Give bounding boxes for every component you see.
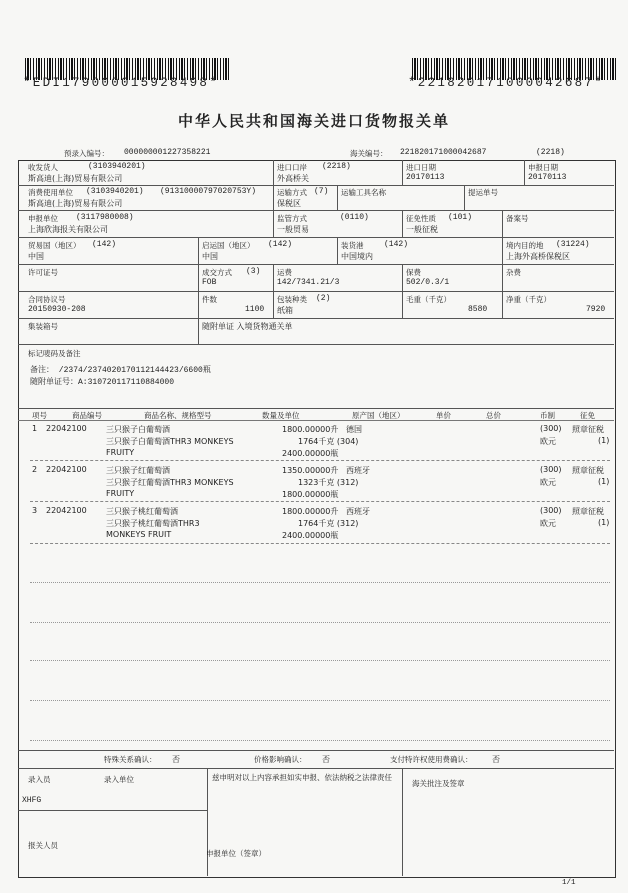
- pack-type-value: 纸箱: [277, 306, 293, 315]
- tax-nature-code: (101): [448, 213, 473, 222]
- trade-country-value: 中国: [28, 252, 44, 261]
- import-date-value: 20170113: [406, 173, 445, 182]
- statement-text: 兹申明对以上内容承担如实申报、依法纳税之法律责任: [212, 773, 392, 782]
- import-port-value: 外高桥关: [277, 174, 309, 183]
- goods-2-name1: 三只猴子红葡萄酒: [106, 466, 170, 475]
- goods-1-origin: 德国: [346, 425, 362, 434]
- goods-3-name3: MONKEYS FRUIT: [106, 530, 172, 539]
- marks-label: 标记唛码及备注: [28, 349, 81, 358]
- goods-2-qty1: 1350.00000升: [282, 466, 339, 475]
- page-title: 中华人民共和国海关进口货物报关单: [177, 112, 450, 130]
- declarer-label: 报关人员: [28, 841, 58, 850]
- pre-entry-label: 预录入编号：: [64, 149, 109, 158]
- insurance-label: 保费: [406, 268, 421, 277]
- goods-header-currency: 币制: [540, 411, 555, 420]
- packages-value: 1100: [245, 305, 265, 314]
- supervision-value: 一般贸易: [277, 225, 309, 234]
- entry-person-value: XHFG: [22, 796, 42, 805]
- pack-type-label: 包装种类: [277, 295, 307, 304]
- trans-mode-value: FOB: [202, 278, 217, 287]
- transport-mode-label: 运输方式: [277, 188, 307, 197]
- page-number: 1/1: [562, 879, 576, 887]
- goods-1-name1: 三只猴子白葡萄酒: [106, 425, 170, 434]
- customs-no-value: 221820171000042687: [400, 148, 487, 157]
- gross-weight-label: 毛重（千克）: [406, 295, 451, 304]
- goods-1-currency2: 欧元: [540, 437, 556, 446]
- goods-header-hs: 商品编号: [72, 411, 102, 420]
- customs-no-label: 海关编号：: [350, 149, 388, 158]
- origin-country-value: 中国: [202, 252, 218, 261]
- goods-3-name2: 三只猴子桃红葡萄酒THR3: [106, 519, 200, 528]
- goods-1-name2: 三只猴子白葡萄酒THR3 MONKEYS: [106, 437, 234, 446]
- goods-3-qty2: 1764千克 (312): [298, 519, 359, 528]
- goods-1-currency: (300): [540, 424, 562, 433]
- marks-line1: 备注： /2374/2374020170112144423/6600瓶: [30, 366, 211, 375]
- entry-unit-label: 录入单位: [104, 775, 134, 784]
- goods-2-currency2: 欧元: [540, 478, 556, 487]
- goods-2-name3: FRUITY: [106, 489, 135, 498]
- royalty-value: 否: [492, 755, 500, 764]
- freight-value: 142/7341.21/3: [277, 278, 340, 287]
- net-weight-label: 净重（千克）: [506, 295, 551, 304]
- marks-line2: 随附单证号：A:310720117110884000: [30, 378, 175, 387]
- goods-2-currency: (300): [540, 465, 562, 474]
- goods-2-tax: 照章征税: [572, 466, 604, 475]
- insurance-value: 502/0.3/1: [406, 278, 450, 287]
- destination-code: (31224): [556, 240, 590, 249]
- goods-header-origin: 原产国（地区）: [352, 411, 405, 420]
- import-port-code: (2218): [322, 162, 351, 171]
- tax-nature-label: 征免性质: [406, 214, 436, 223]
- goods-2-qty3: 1800.00000瓶: [282, 490, 339, 499]
- declare-unit-sign: 申报单位（签章）: [206, 849, 266, 858]
- goods-3-no: 3: [32, 506, 38, 515]
- loading-port-value: 中国境内: [341, 252, 373, 261]
- goods-1-tax: 照章征税: [572, 425, 604, 434]
- declare-date-value: 20170113: [528, 173, 567, 182]
- declarant-label: 申报单位: [28, 214, 58, 223]
- goods-3-qty3: 2400.00000瓶: [282, 531, 339, 540]
- license-label: 许可证号: [28, 268, 58, 277]
- price-impact-label: 价格影响确认：: [254, 755, 307, 764]
- goods-header-no: 项号: [32, 411, 47, 420]
- net-weight-value: 7920: [586, 305, 606, 314]
- supervision-code: (0110): [340, 213, 369, 222]
- customs-no-code: (2218): [536, 148, 565, 157]
- goods-2-origin: 西班牙: [346, 466, 370, 475]
- consumer-code2: (91310000797020753Y): [160, 187, 257, 196]
- loading-port-code: (142): [384, 240, 409, 249]
- goods-3-tax2: (1): [598, 518, 610, 527]
- freight-label: 运费: [277, 268, 292, 277]
- origin-country-code: (142): [268, 240, 293, 249]
- declarant-code: (3117980008): [76, 213, 134, 222]
- gross-weight-value: 8580: [468, 305, 488, 314]
- customs-approval-label: 海关批注及签章: [412, 779, 465, 788]
- goods-1-no: 1: [32, 424, 38, 433]
- goods-1-tax2: (1): [598, 436, 610, 445]
- goods-1-hs: 22042100: [46, 424, 87, 433]
- container-label: 集装箱号: [28, 322, 58, 331]
- origin-country-label: 启运国（地区）: [202, 241, 255, 250]
- goods-1-qty1: 1800.00000升: [282, 425, 339, 434]
- contract-label: 合同协议号: [28, 295, 66, 304]
- declarant-value: 上海欣海报关有限公司: [28, 225, 108, 234]
- goods-1-name3: FRUITY: [106, 448, 135, 457]
- import-port-label: 进口口岸: [277, 163, 307, 172]
- trade-country-label: 贸易国（地区）: [28, 241, 81, 250]
- consumer-value: 斯高迪(上海)贸易有限公司: [28, 199, 123, 208]
- destination-value: 上海外高桥保税区: [506, 252, 570, 261]
- trans-mode-label: 成交方式: [202, 268, 232, 277]
- consignee-label: 收发货人: [28, 163, 58, 172]
- goods-header-name: 商品名称、规格型号: [144, 411, 212, 420]
- declare-date-label: 申报日期: [528, 163, 558, 172]
- goods-2-hs: 22042100: [46, 465, 87, 474]
- goods-header-total: 总价: [486, 411, 501, 420]
- consumer-code: (3103940201): [86, 187, 144, 196]
- goods-2-no: 2: [32, 465, 38, 474]
- price-impact-value: 否: [322, 755, 330, 764]
- pre-entry-value: 000000001227358221: [124, 148, 211, 157]
- goods-1-qty3: 2400.00000瓶: [282, 449, 339, 458]
- supervision-label: 监管方式: [277, 214, 307, 223]
- transport-mode-code: (7): [314, 187, 329, 196]
- destination-label: 境内目的地: [506, 241, 544, 250]
- goods-1-qty2: 1764千克 (304): [298, 437, 359, 446]
- transport-mode-value: 保税区: [277, 199, 301, 208]
- royalty-label: 支付特许权使用费确认：: [390, 755, 473, 764]
- bill-no-label: 提运单号: [468, 188, 498, 197]
- barcode-right-text: *221820171000042687*: [408, 76, 605, 90]
- trans-mode-code: (3): [246, 267, 261, 276]
- goods-header-tax: 征免: [580, 411, 595, 420]
- docs-value: 随附单证 入境货物通关单: [202, 322, 293, 331]
- consumer-label: 消费使用单位: [28, 188, 73, 197]
- barcode-left-text: *EDI179000015928498*: [23, 76, 220, 90]
- packages-label: 件数: [202, 295, 217, 304]
- special-relation-value: 否: [172, 755, 180, 764]
- goods-3-name1: 三只猴子桃红葡萄酒: [106, 507, 178, 516]
- goods-header-price: 单价: [436, 411, 451, 420]
- goods-3-tax: 照章征税: [572, 507, 604, 516]
- loading-port-label: 装货港: [341, 241, 364, 250]
- goods-header-qty: 数量及单位: [262, 411, 300, 420]
- goods-2-qty2: 1323千克 (312): [298, 478, 359, 487]
- record-no-label: 备案号: [506, 214, 529, 223]
- goods-3-currency: (300): [540, 506, 562, 515]
- goods-2-tax2: (1): [598, 477, 610, 486]
- transport-tool-label: 运输工具名称: [341, 188, 386, 197]
- goods-3-origin: 西班牙: [346, 507, 370, 516]
- goods-3-hs: 22042100: [46, 506, 87, 515]
- entry-person-label: 录入员: [28, 775, 51, 784]
- misc-label: 杂费: [506, 268, 521, 277]
- trade-country-code: (142): [92, 240, 117, 249]
- consignee-value: 斯高迪(上海)贸易有限公司: [28, 174, 123, 183]
- consignee-code: (3103940201): [88, 162, 146, 171]
- goods-3-qty1: 1800.00000升: [282, 507, 339, 516]
- tax-nature-value: 一般征税: [406, 225, 438, 234]
- goods-2-name2: 三只猴子红葡萄酒THR3 MONKEYS: [106, 478, 234, 487]
- goods-3-currency2: 欧元: [540, 519, 556, 528]
- import-date-label: 进口日期: [406, 163, 436, 172]
- pack-type-code: (2): [316, 294, 331, 303]
- contract-value: 20150930-208: [28, 305, 86, 314]
- special-relation-label: 特殊关系确认：: [104, 755, 157, 764]
